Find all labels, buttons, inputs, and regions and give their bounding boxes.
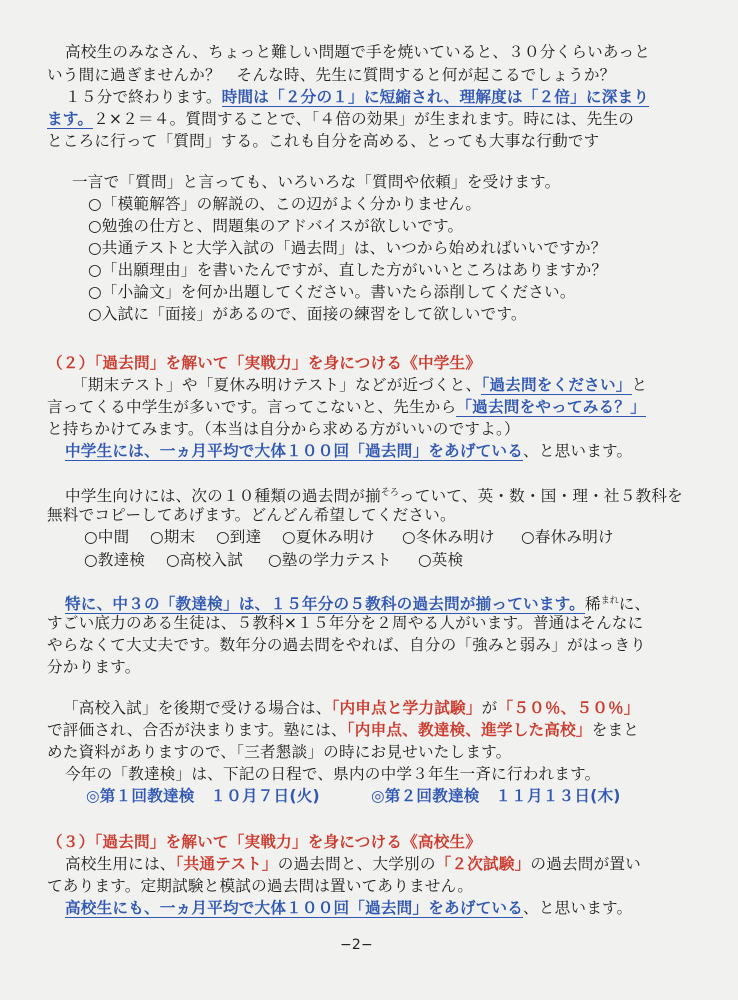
list-item: ○冬休み明け	[402, 528, 495, 546]
intro-line-3: １５分で終わります。時間は「２分の１」に短縮され、理解度は「２倍」に深まり	[65, 88, 650, 106]
list-item: ○期末	[150, 528, 196, 546]
sec2-p2-line-2: 無料でコピーしてあげます。どんどん希望してください。	[47, 506, 456, 524]
question-item: ○「出願理由」を書いたんですが、直した方がいいところはありますか？	[88, 261, 608, 279]
page-number: −2−	[340, 937, 373, 953]
sec2-p3-line-2: すごい底力のある生徒は、５教科×１５年分を２周やる人がいます。普通はそんなに	[47, 614, 644, 632]
list-item: ○英検	[418, 551, 464, 569]
list-item: ○春休み明け	[521, 528, 614, 546]
sec2-p3-line-3: やらなくて大丈夫です。数年分の過去問をやれば、自分の「強みと弱み」がはっきり	[47, 636, 646, 654]
list-item: ○到達	[216, 528, 262, 546]
sec2-p3-line-1: 特に、中３の「教達検」は、１５年分の５教科の過去問が揃っています。稀$^{まれ}$に、	[65, 595, 651, 613]
question-item: ○勉強の仕方と、問題集のアドバイスが欲しいです。	[88, 217, 464, 235]
intro-line-4: ます。２×２＝４。質問することで、「４倍の効果」が生まれます。時には、先生の	[47, 110, 635, 128]
sec3-line-1: 高校生用には、「共通テスト」の過去問と、大学別の「２次試験」の過去問が置い	[65, 855, 641, 873]
intro-line-1: 高校生のみなさん、ちょっと難しい問題で手を焼いていると、３０分くらいあっと	[65, 43, 651, 61]
sec2-p4-line-1: 「高校入試」を後期で受ける場合は、「内申点と学力試験」が「５０％、５０％」	[63, 699, 640, 717]
sec2-p4-line-4: 今年の「教達検」は、下記の日程で、県内の中学３年生一斉に行われます。	[65, 765, 601, 783]
list-item: ○中間	[84, 528, 130, 546]
question-item: ○共通テストと大学入試の「過去問」は、いつから始めればいいですか？	[88, 239, 607, 257]
sec2-p4-line-2: で評価され、合否が決まります。塾には、「内申点、教達検、進学した高校」をまと	[47, 721, 640, 739]
section-2-heading: （２）「過去問」を解いて「実戦力」を身につける《中学生》	[47, 354, 482, 372]
question-item: ○「小論文」を何か出題してください。書いたら添削してください。	[88, 283, 576, 301]
intro-line-2: いう間に過ぎませんか？ そんな時、先生に質問すると何が起こるでしょうか？	[47, 66, 616, 84]
sec2-p1-line-1: 「期末テスト」や「夏休み明けテスト」などが近づくと、「過去問をください」と	[72, 376, 648, 394]
list-item: ○高校入試	[166, 551, 243, 569]
list-item: ○塾の学力テスト	[268, 551, 392, 569]
sec3-line-2: てあります。定期試験と模試の過去問は置いてありません。	[47, 877, 474, 895]
sec3-line-3: 高校生にも、一ヵ月平均で大体１００回「過去問」をあげている、と思います。	[65, 899, 633, 917]
question-item: ○「模範解答」の解説の、この辺がよく分かりません。	[88, 195, 482, 213]
section-3-heading: （３）「過去問」を解いて「実戦力」を身につける《高校生》	[47, 833, 482, 851]
sec2-p3-line-4: 分かります。	[47, 658, 141, 676]
sec2-p4-line-3: めた資料がありますので、「三者懇談」の時にお見せいたします。	[47, 743, 512, 761]
sec2-p1-line-2: 言ってくる中学生が多いです。言ってこないと、先生から「過去問をやってみる？」	[47, 398, 646, 416]
sec2-p1-line-4: 中学生には、一ヵ月平均で大体１００回「過去問」をあげている、と思います。	[65, 442, 633, 460]
list-item: ○教達検	[84, 551, 146, 569]
exam-date-2: ◎第２回教達検 １１月１３日(木)	[371, 787, 621, 805]
sec2-p1-line-3: と持ちかけてみます。（本当は自分から求める方がいいのですよ。）	[47, 420, 520, 438]
exam-date-1: ◎第１回教達検 １０月７日(火)	[86, 787, 320, 805]
questions-lead: 一言で「質問」と言っても、いろいろな「質問や依頼」を受けます。	[72, 173, 561, 191]
question-item: ○入試に「面接」があるので、面接の練習をして欲しいです。	[88, 305, 527, 323]
intro-line-5: ところに行って「質問」する。これも自分を高める、とっても大事な行動です	[47, 132, 600, 150]
list-item: ○夏休み明け	[282, 528, 375, 546]
sec2-p2-line-1: 中学生向けには、次の１０種類の過去問が揃$^{そろ}$っていて、英・数・国・理・社５教科を	[65, 487, 683, 505]
